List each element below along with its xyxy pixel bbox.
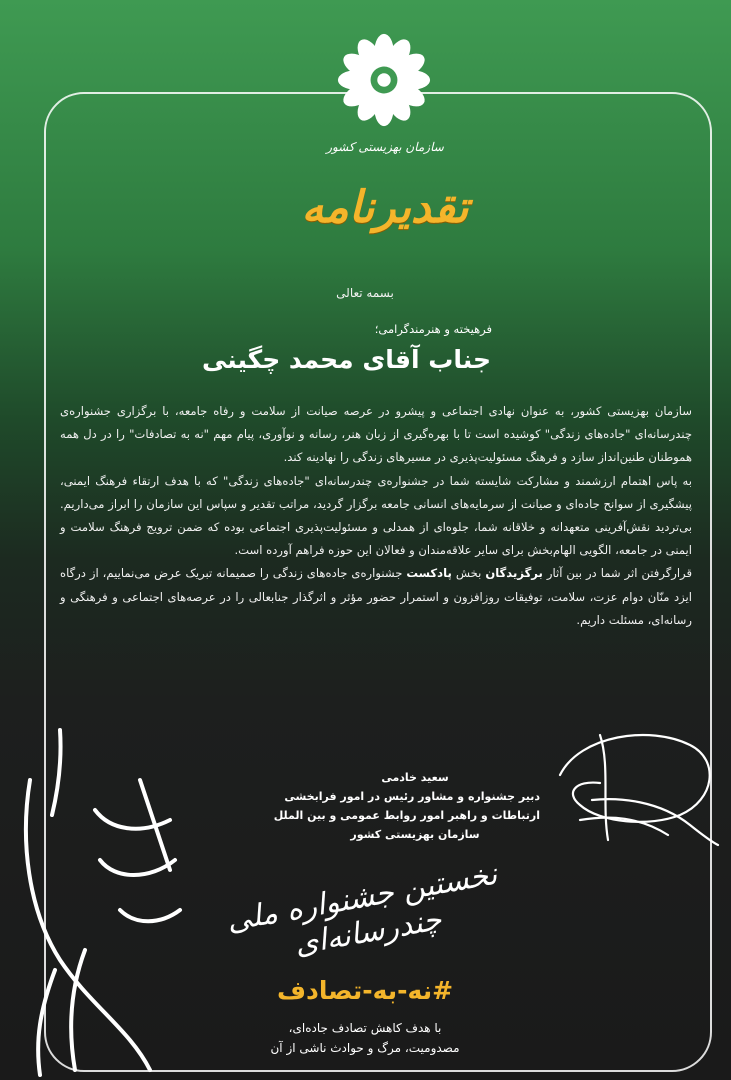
- subtitle-line-1: با هدف کاهش تصادف جاده‌ای،: [288, 1021, 442, 1035]
- signature: [540, 705, 730, 865]
- recipient-name: جناب آقای محمد چگینی: [201, 345, 491, 374]
- certificate-title: تقدیرنامه: [301, 182, 469, 233]
- organization-name: سازمان بهزیستی کشور: [326, 140, 444, 154]
- signer-name: سعید خادمی: [381, 771, 449, 784]
- signer-title-3: سازمان بهزیستی کشور: [350, 828, 480, 841]
- campaign-hashtag: #نه-به-تصادف: [276, 976, 454, 1005]
- p3-highlight-winners: برگزیدگان: [485, 566, 543, 581]
- subtitle-line-2: مصدومیت، مرگ و حوادث ناشی از آن: [270, 1041, 460, 1055]
- greeting-line: فرهیخته و هنرمندگرامی؛: [374, 322, 492, 336]
- festival-title: نخستین جشنواره ملی چندرسانه‌ای: [224, 856, 500, 963]
- paragraph-3: [60, 562, 692, 632]
- p3-text-1: قرارگرفتن اثر شما در بین آثار: [542, 566, 692, 581]
- campaign-subtitle: [220, 1018, 510, 1058]
- paragraph-1: سازمان بهزیستی کشور، به عنوان نهادی اجتماعی و پیشرو در عرصه صیانت از سلامت و رفاه جامعه، با برگزاری جشنواره‌ی چندرسانه‌ای "جاده‌های زندگی" کوشیده است تا با بهره‌گیری از زبان هنر، رسانه و نوآوری، پیام مهم "نه به تصادفات" را در دل همه هموطنان طنین‌انداز سازد و فرهنگ مسئولیت‌پذیری در مسیرهای زندگی را نهادینه کند.: [60, 404, 692, 465]
- signer-title-1: دبیر جشنواره و مشاور رئیس در امور فرابخشی: [284, 790, 540, 803]
- signer-title-2: ارتباطات و راهبر امور روابط عمومی و بین الملل: [273, 809, 540, 822]
- letter-body: [60, 400, 692, 632]
- calligraphy-jadehaye-zendegi: [0, 720, 190, 1080]
- signer-block: [273, 768, 540, 844]
- p3-highlight-podcast: پادکست: [406, 566, 452, 581]
- flower-logo-icon: [336, 32, 432, 128]
- paragraph-2: به پاس اهتمام ارزشمند و مشارکت شایسته شما در جشنواره‌ی چندرسانه‌ای "جاده‌های زندگی" که با هدف ارتقاء فرهنگ ایمنی، پیشگیری از سوانح جاده‌ای و صیانت از سرمایه‌های انسانی جامعه برگزار گردید، مراتب تقدیر و سپاس این سازمان را ابراز می‌داریم. بی‌تردید نقش‌آفرینی متعهدانه و خلاقانه شما، جلوه‌ای از همدلی و مسئولیت‌پذیری اجتماعی بوده که ضمن ترویج فرهنگ سلامت و ایمنی در جامعه، الگویی الهام‌بخش برای سایر علاقه‌مندان و فعالان این حوزه فراهم آورده است.: [60, 473, 692, 558]
- p3-text-2: بخش: [451, 566, 486, 581]
- p3-text-3: جشنواره‌ی جاده‌های زندگی را صمیمانه تبریک عرض می‌نماییم، از درگاه ایزد منّان دوام عزت، سلامت، توفیقات روزافزون و استمرار حضور مؤثر و اثرگذار جنابعالی را در عرصه‌های اجتماعی و فرهنگی و رسانه‌ای، مسئلت داریم.: [60, 566, 692, 627]
- bismillah-text: بسمه تعالی: [336, 286, 394, 300]
